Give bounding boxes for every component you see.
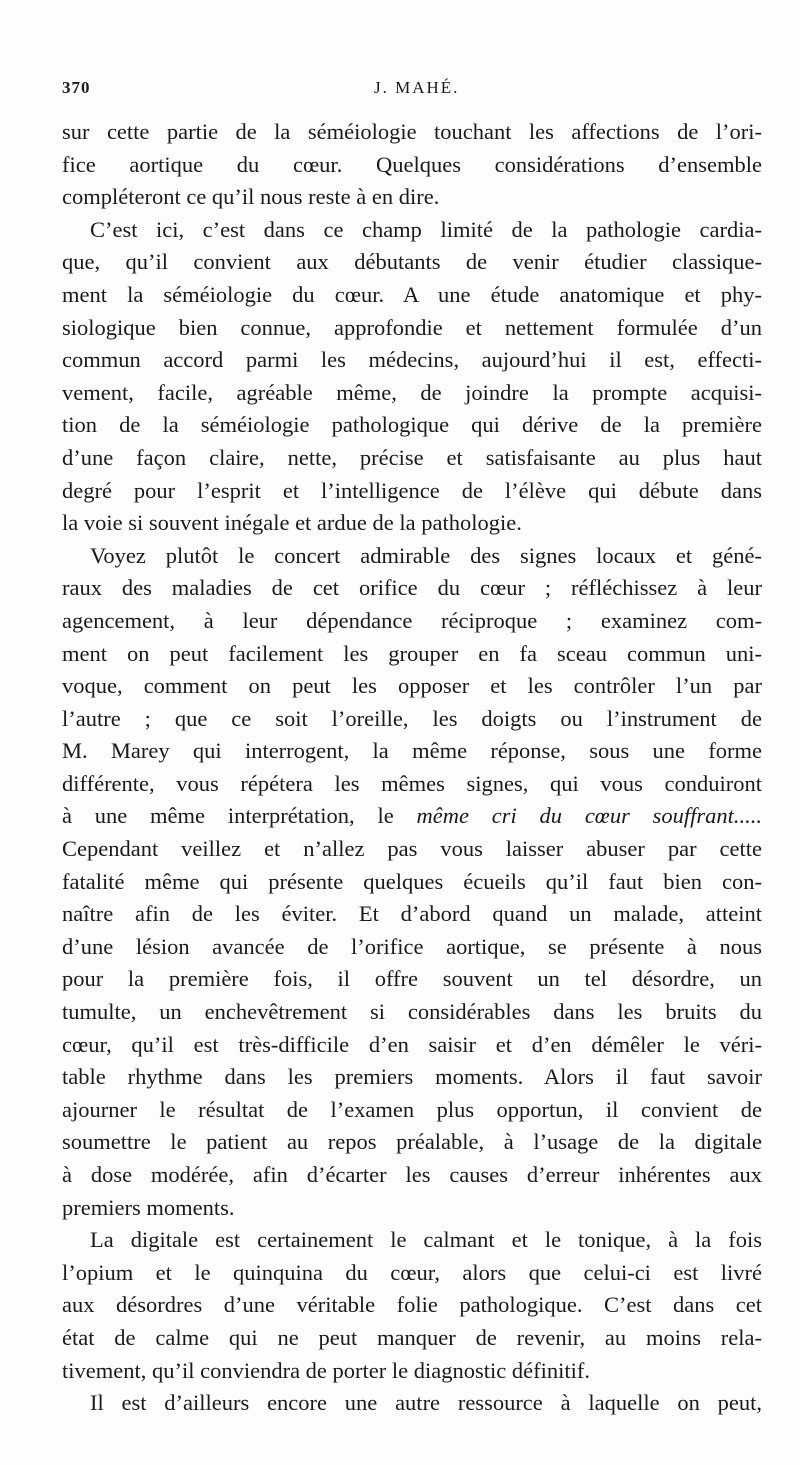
- text-line-content: C’est ici, c’est dans ce champ limité de la pathologie cardia-: [90, 216, 762, 242]
- text-line-content: Il est d’ailleurs encore une autre ressource à laquelle on peut,: [90, 1390, 762, 1416]
- text-line: [62, 931, 762, 964]
- text-line-content: l’autre ; que ce soit l’oreille, les doigts ou l’instrument de: [62, 705, 762, 731]
- text-line-content: tion de la séméiologie pathologique qui dérive de la première: [62, 412, 762, 438]
- text-line-content: pour la première fois, il offre souvent un tel désordre, un: [62, 966, 762, 992]
- text-line: [62, 670, 762, 703]
- italic-phrase: même cri du cœur souffrant.....: [416, 803, 762, 829]
- text-line-content: à dose modérée, afin d’écarter les causes d’erreur inhérentes aux: [62, 1162, 762, 1187]
- text-line-content: sur cette partie de la séméiologie touchant les affections de l’ori-: [62, 119, 762, 144]
- text-line-content: ajourner le résultat de l’examen plus opportun, il convient de: [62, 1096, 762, 1122]
- text-line: [62, 833, 762, 866]
- text-line-content: soumettre le patient au repos préalable, à l’usage de la digitale: [62, 1129, 762, 1155]
- text-line: [62, 1355, 762, 1388]
- running-head: J. MAHÉ.: [374, 78, 460, 97]
- text-line: [62, 1387, 762, 1420]
- text-line-content: fice aortique du cœur. Quelques considérations d’ensemble: [62, 151, 762, 177]
- text-line: [62, 246, 762, 279]
- text-line: [62, 1257, 762, 1290]
- text-line-content: aux désordres d’une véritable folie pathologique. C’est dans cet: [62, 1292, 762, 1318]
- text-line-content: compléteront ce qu’il nous reste à en dire.: [62, 184, 440, 210]
- text-line-content: La digitale est certainement le calmant et le tonique, à la fois: [90, 1227, 762, 1253]
- text-line: [62, 116, 762, 149]
- text-line: [62, 507, 762, 540]
- text-line-content: fatalité même qui présente quelques écueils qu’il faut bien con-: [62, 868, 762, 894]
- text-line-content: tumulte, un enchevêtrement si considérables dans les bruits du: [62, 999, 762, 1025]
- text-line: [62, 475, 762, 508]
- text-line: [62, 638, 762, 671]
- text-line: [62, 1192, 762, 1225]
- text-line: [62, 1126, 762, 1159]
- text-line-content: état de calme qui ne peut manquer de revenir, au moins rela-: [62, 1324, 762, 1350]
- text-line: [62, 735, 762, 768]
- text-line: [62, 1322, 762, 1355]
- text-line-content: premiers moments.: [62, 1194, 235, 1220]
- text-line-content: Voyez plutôt le concert admirable des signes locaux et géné-: [90, 542, 762, 568]
- text-line: [62, 898, 762, 931]
- text-line-content: raux des maladies de cet orifice du cœur ; réfléchissez à leur: [62, 575, 762, 601]
- text-line: [62, 800, 762, 833]
- page-number: 370: [62, 78, 91, 97]
- text-line: [62, 768, 762, 801]
- text-line: [62, 703, 762, 736]
- text-line: [62, 377, 762, 410]
- body-text: [62, 116, 762, 1420]
- text-line: [62, 344, 762, 377]
- text-line-content: siologique bien connue, approfondie et nettement formulée d’un: [62, 314, 762, 340]
- text-line-content: agencement, à leur dépendance réciproque ; examinez com-: [62, 607, 762, 633]
- text-line: [62, 279, 762, 312]
- text-line-content: l’opium et le quinquina du cœur, alors que celui-ci est livré: [62, 1259, 762, 1285]
- text-line-content: commun accord parmi les médecins, aujourd’hui il est, effecti-: [62, 347, 762, 373]
- text-line: [62, 996, 762, 1029]
- text-line-content: table rhythme dans les premiers moments. Alors il faut savoir: [62, 1064, 762, 1090]
- text-line: [62, 1061, 762, 1094]
- text-line: [62, 181, 762, 214]
- text-line: [62, 1029, 762, 1062]
- text-line-content: naître afin de les éviter. Et d’abord quand un malade, atteint: [62, 901, 762, 927]
- text-line-content: la voie si souvent inégale et ardue de la pathologie.: [62, 510, 522, 536]
- text-line-content: degré pour l’esprit et l’intelligence de l’élève qui débute dans: [62, 477, 762, 503]
- text-line: [62, 442, 762, 475]
- text-line-content: que, qu’il convient aux débutants de venir étudier classique-: [62, 249, 762, 275]
- text-line-content: d’une lésion avancée de l’orifice aortique, se présente à nous: [62, 933, 762, 959]
- text-line: [62, 1289, 762, 1322]
- text-line-content: d’une façon claire, nette, précise et satisfaisante au plus haut: [62, 444, 762, 470]
- text-line-content: vement, facile, agréable même, de joindre la prompte acquisi-: [62, 379, 762, 405]
- text-line: [62, 1224, 762, 1257]
- text-line-content: à une même interprétation, le: [62, 803, 417, 829]
- text-line: [62, 963, 762, 996]
- text-line: [62, 540, 762, 573]
- text-line: [62, 214, 762, 247]
- text-line: [62, 572, 762, 605]
- text-line: [62, 312, 762, 345]
- page-header: [62, 78, 762, 106]
- text-line: [62, 1094, 762, 1127]
- text-line: [62, 409, 762, 442]
- text-line-content: différente, vous répétera les mêmes signes, qui vous conduiront: [62, 770, 762, 796]
- text-line: [62, 605, 762, 638]
- text-line: [62, 149, 762, 182]
- text-line-content: tivement, qu’il conviendra de porter le diagnostic définitif.: [62, 1357, 590, 1383]
- text-line-content: cœur, qu’il est très-difficile d’en saisir et d’en démêler le véri-: [62, 1031, 762, 1057]
- text-line-content: voque, comment on peut les opposer et les contrôler l’un par: [62, 673, 762, 699]
- text-line-content: ment la séméiologie du cœur. A une étude anatomique et phy-: [62, 281, 762, 307]
- text-line-content: Cependant veillez et n’allez pas vous laisser abuser par cette: [62, 836, 762, 862]
- text-line: [62, 866, 762, 899]
- text-line-content: M. Marey qui interrogent, la même réponse, sous une forme: [62, 738, 762, 764]
- text-line: [62, 1159, 762, 1192]
- text-line-content: ment on peut facilement les grouper en fa sceau commun uni-: [62, 640, 762, 666]
